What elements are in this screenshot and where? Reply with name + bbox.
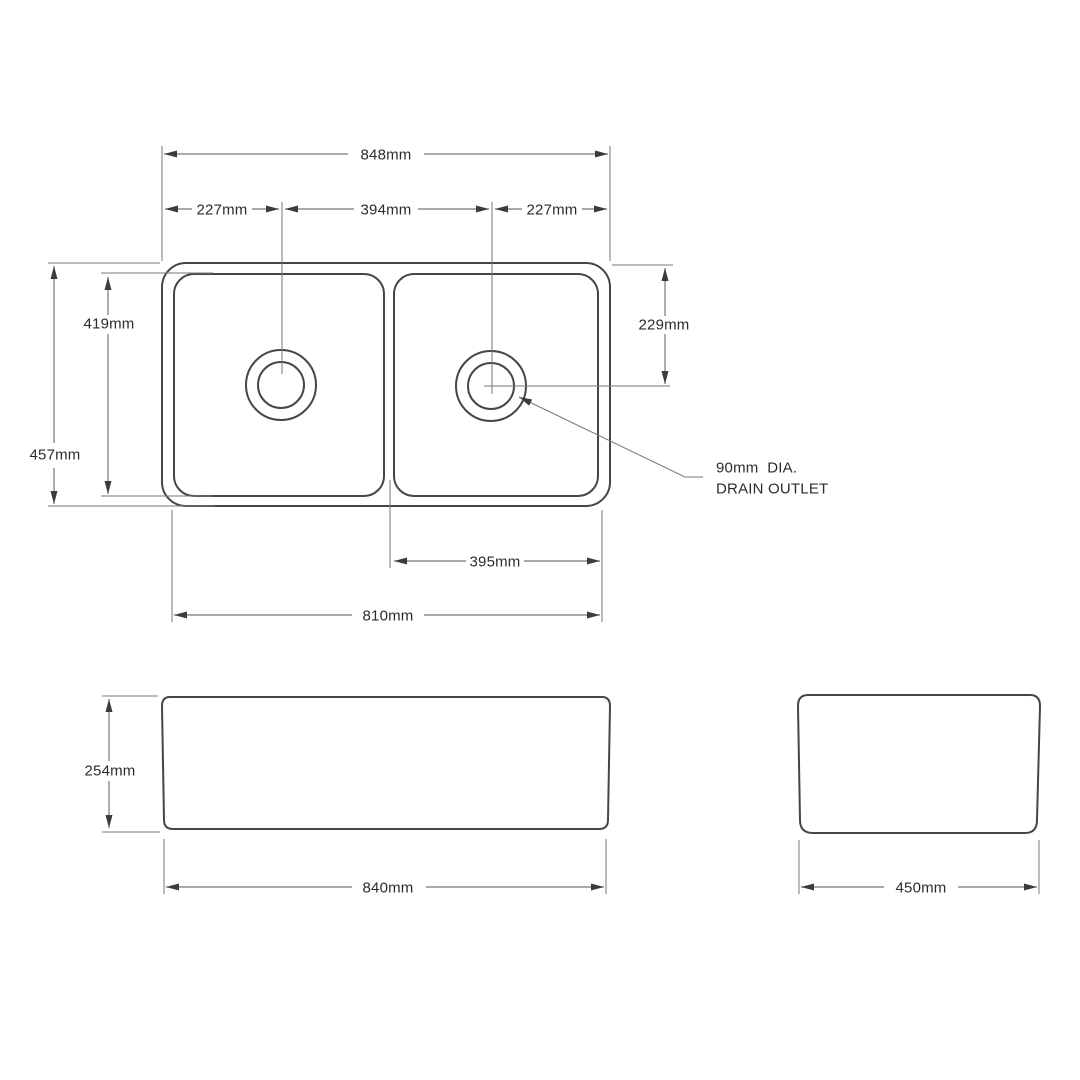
side-elevation-outline	[798, 695, 1040, 833]
left-drain-inner	[258, 362, 304, 408]
left-bowl	[174, 274, 384, 496]
dim-front-width	[166, 880, 604, 897]
dim-drain-spacing-row	[165, 202, 607, 219]
dim-overall-width	[164, 147, 608, 164]
dim-label-overall-depth: 457mm	[29, 446, 81, 464]
dim-label-bowl-depth: 419mm	[83, 315, 135, 333]
dim-label-drain-spacing: 394mm	[360, 201, 412, 219]
side-view	[798, 695, 1040, 897]
sink-outer-rim	[162, 263, 610, 506]
dim-label-right-drain-offset: 227mm	[526, 201, 578, 219]
dim-front-height	[84, 699, 135, 828]
dim-label-right-bowl-base: 395mm	[469, 553, 521, 571]
top-view	[29, 146, 828, 625]
front-view	[84, 696, 610, 897]
dim-label-side-width: 450mm	[895, 879, 947, 897]
dim-label-front-width: 840mm	[362, 879, 414, 897]
dim-label-left-drain-offset: 227mm	[196, 201, 248, 219]
dim-label-front-height: 254mm	[84, 762, 136, 780]
extension-lines-front-view	[102, 696, 606, 894]
dim-label-base-width: 810mm	[362, 607, 414, 625]
drain-outlet-callout	[519, 397, 828, 498]
dim-bowl-depth	[83, 277, 134, 494]
drain-note-line1: 90mm DIA.	[716, 459, 798, 477]
dim-overall-depth	[29, 266, 80, 504]
dim-label-drain-from-top: 229mm	[638, 316, 690, 334]
dim-right-bowl-base	[394, 554, 600, 571]
dim-side-width	[801, 880, 1037, 897]
dim-base-width	[174, 608, 600, 625]
right-bowl	[394, 274, 598, 496]
dim-drain-from-top	[638, 268, 689, 384]
left-drain-outer	[246, 350, 316, 420]
drain-note-line2: DRAIN OUTLET	[716, 480, 829, 498]
front-elevation-outline	[162, 697, 610, 829]
dim-label-overall-width: 848mm	[360, 146, 412, 164]
